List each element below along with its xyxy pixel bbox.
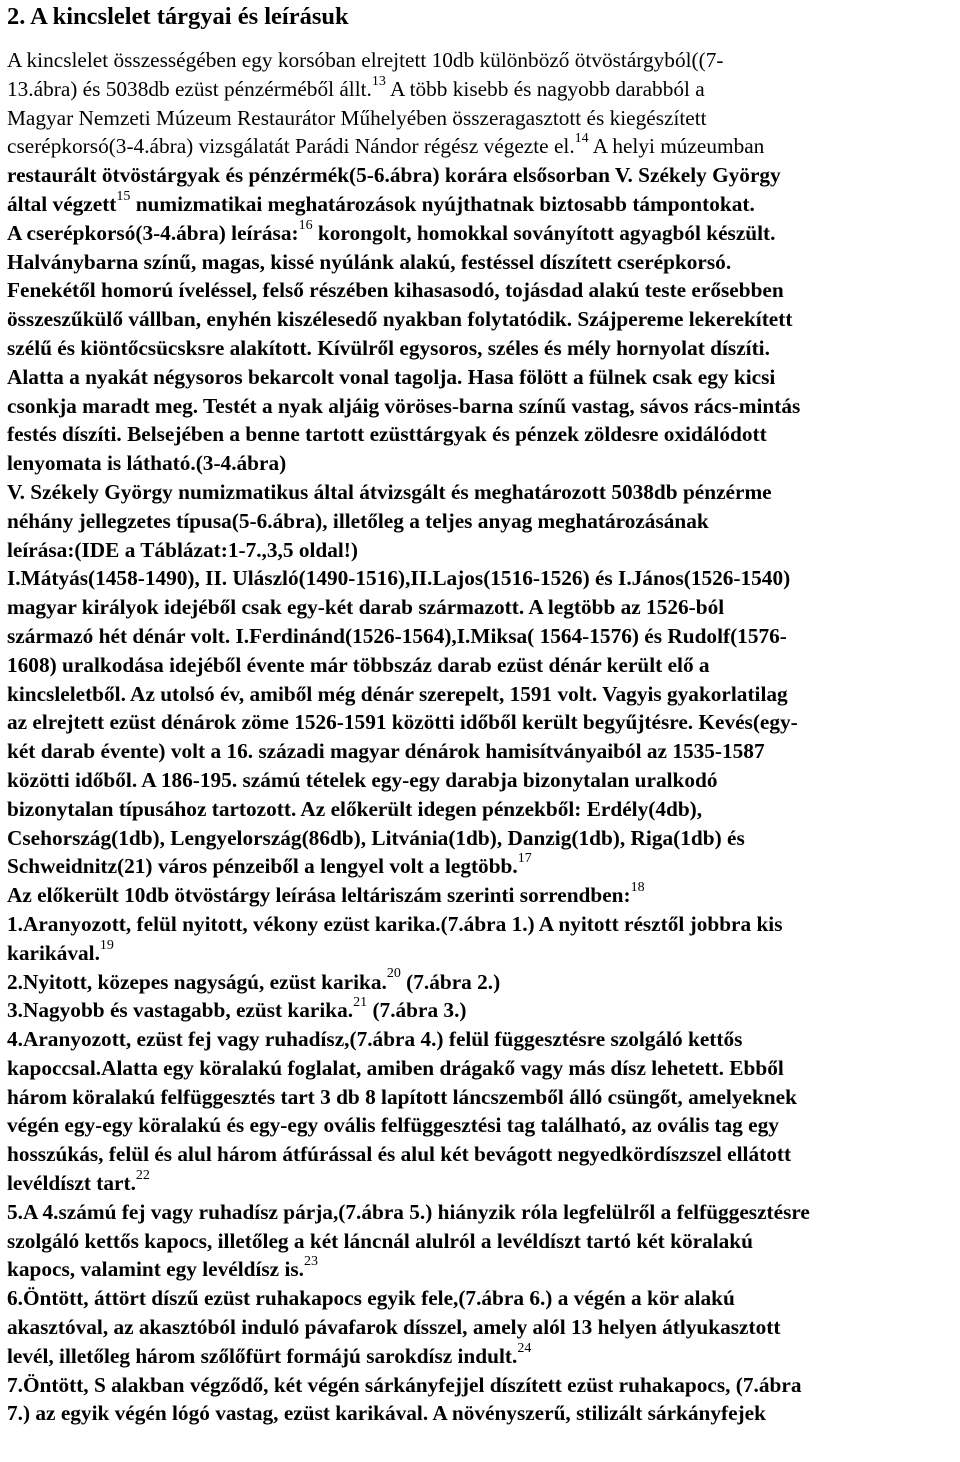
text-line: [7, 881, 957, 910]
footnote-ref: 24: [517, 1340, 532, 1356]
text-line: [7, 680, 957, 709]
text-line: [7, 507, 957, 536]
footnote-ref: 16: [298, 217, 313, 233]
text-line: [7, 622, 957, 651]
text-line: [7, 132, 957, 161]
text-segment: 3.Nagyobb és vastagabb, ezüst karika.: [7, 998, 354, 1023]
footnote-ref: 13: [371, 73, 386, 89]
footnote-ref: 14: [574, 131, 589, 147]
text-line: [7, 1083, 957, 1112]
text-segment: Halványbarna színű, magas, kissé nyúlánk alakú, festéssel díszített cserépkorsó.: [7, 249, 732, 274]
text-line: [7, 939, 957, 968]
text-segment: cserépkorsó(3-4.ábra) vizsgálatát Parádi Nándor régész végezte el.: [7, 134, 575, 159]
text-line: [7, 593, 957, 622]
text-segment: kapoccsal.Alatta egy köralakú foglalat, amiben drágakő vagy más dísz lehetett. Ebből: [7, 1055, 784, 1080]
text-segment: 2.Nyitott, közepes nagyságú, ezüst karika.: [7, 969, 387, 994]
text-segment: bizonytalan típusához tartozott. Az előkerült idegen pénzekből: Erdély(4db),: [7, 796, 703, 821]
text-line: [7, 1169, 957, 1198]
text-segment: lenyomata is látható.(3-4.ábra): [7, 451, 287, 476]
text-segment: magyar királyok idejéből csak egy-két darab származott. A legtöbb az 1526-ból: [7, 595, 725, 620]
text-segment: Schweidnitz(21) város pénzeiből a lengyel volt a legtöbb.: [7, 854, 518, 879]
text-segment: végén egy-egy köralakú és egy-egy ovális felfüggesztési tag található, az ovális tag egy: [7, 1113, 779, 1138]
text-segment: kincsleletből. Az utolsó év, amiből még dénár szerepelt, 1591 volt. Vagyis gyakorlatilag: [7, 681, 788, 706]
text-segment: I.Mátyás(1458-1490), II. Ulászló(1490-1516),II.Lajos(1516-1526) és I.János(1526-1540): [7, 566, 791, 591]
text-line: [7, 1371, 957, 1400]
text-segment: Fenekétől homorú íveléssel, felső részében kihasasodó, tojásdad alakú teste erősebben: [7, 278, 784, 303]
text-segment: (7.ábra 3.): [367, 998, 467, 1023]
text-segment: festés díszíti. Belsejében a benne tartott ezüsttárgyak és pénzek zöldesre oxidálódott: [7, 422, 767, 447]
text-line: [7, 795, 957, 824]
text-segment: 4.Aranyozott, ezüst fej vagy ruhadísz,(7.ábra 4.) felül függesztésre szolgáló kettős: [7, 1027, 743, 1052]
text-segment: 1608) uralkodása idejéből évente már többszáz darab ezüst dénár került elő a: [7, 652, 710, 677]
text-segment: szolgáló kettős kapocs, illetőleg a két láncnál alulról a levéldíszt tartó két köralakú: [7, 1228, 753, 1253]
text-line: [7, 219, 957, 248]
text-line: [7, 968, 957, 997]
text-line: [7, 363, 957, 392]
text-segment: Magyar Nemzeti Múzeum Restaurátor Műhelyében összeragasztott és kiegészített: [7, 105, 707, 130]
footnote-ref: 21: [353, 995, 368, 1011]
text-segment: két darab évente) volt a 16. századi magyar dénárok hamisítványaiból az 1535-1587: [7, 739, 765, 764]
text-line: [7, 910, 957, 939]
text-line: [7, 1399, 957, 1428]
footnote-ref: 19: [99, 937, 114, 953]
text-line: [7, 852, 957, 881]
footnote-ref: 23: [303, 1254, 318, 1270]
text-line: [7, 478, 957, 507]
text-segment: levéldíszt tart.: [7, 1171, 136, 1196]
text-segment: restaurált ötvöstárgyak és pénzérmék(5-6.ábra) korára elsősorban V. Székely György: [7, 163, 781, 188]
text-line: [7, 46, 957, 75]
text-line: [7, 996, 957, 1025]
text-line: [7, 1198, 957, 1227]
text-segment: 1.Aranyozott, felül nyitott, vékony ezüst karika.(7.ábra 1.) A nyitott résztől jobbra kis: [7, 911, 783, 936]
text-segment: Alatta a nyakát négysoros bekarcolt vonal tagolja. Hasa fölött a fülnek csak egy kicsi: [7, 364, 776, 389]
text-segment: V. Székely György numizmatikus által átvizsgált és meghatározott 5038db pénzérme: [7, 479, 772, 504]
text-line: [7, 766, 957, 795]
text-segment: származó hét dénár volt. I.Ferdinánd(1526-1564),I.Miksa( 1564-1576) és Rudolf(1576-: [7, 623, 787, 648]
text-line: [7, 1025, 957, 1054]
text-segment: az elrejtett ezüst dénárok zöme 1526-1591 közötti időből került begyűjtésre. Kevés(egy-: [7, 710, 798, 735]
text-segment: szélű és kiöntőcsücsksre alakított. Kívülről egysoros, széles és mély hornyolat díszíti.: [7, 335, 770, 360]
text-line: [7, 1111, 957, 1140]
text-line: [7, 392, 957, 421]
text-line: [7, 1227, 957, 1256]
text-line: [7, 737, 957, 766]
text-segment: karikával.: [7, 940, 100, 965]
text-segment: korongolt, homokkal soványított agyagból készült.: [312, 220, 776, 245]
text-segment: A kincslelet összességében egy korsóban elrejtett 10db különböző ötvöstárgyból((7-: [7, 48, 724, 72]
text-segment: 5.A 4.számú fej vagy ruhadísz párja,(7.ábra 5.) hiányzik róla legfelülről a felfüggesztésre: [7, 1199, 810, 1224]
text-segment: 7.) az egyik végén lógó vastag, ezüst karikával. A növényszerű, stilizált sárkányfejek: [7, 1401, 766, 1426]
text-line: [7, 1342, 957, 1371]
text-line: [7, 334, 957, 363]
text-segment: által végzett: [7, 191, 117, 216]
section-heading: 2. A kincslelet tárgyai és leírásuk: [7, 3, 349, 30]
text-line: [7, 276, 957, 305]
text-line: [7, 1054, 957, 1083]
text-line: [7, 305, 957, 334]
text-segment: csonkja maradt meg. Testét a nyak aljáig vöröses-barna színű vastag, sávos rács-mintás: [7, 393, 801, 418]
text-line: [7, 1284, 957, 1313]
text-segment: három köralakú felfüggesztés tart 3 db 8 lapított láncszemből álló csüngőt, amelyeknek: [7, 1084, 797, 1109]
text-segment: akasztóval, az akasztóból induló pávafarok dísszel, amely alól 13 helyen átlyukasztott: [7, 1315, 781, 1340]
text-line: [7, 564, 957, 593]
text-segment: 7.Öntött, S alakban végződő, két végén sárkányfejjel díszített ezüst ruhakapocs, (7.ábra: [7, 1372, 802, 1397]
text-line: [7, 161, 957, 190]
footnote-ref: 18: [630, 880, 645, 896]
text-segment: kapocs, valamint egy levéldísz is.: [7, 1257, 304, 1282]
footnote-ref: 17: [517, 851, 532, 867]
text-segment: A több kisebb és nagyobb darabból a: [385, 76, 705, 101]
text-segment: 6.Öntött, áttört díszű ezüst ruhakapocs egyik fele,(7.ábra 6.) a végén a kör alakú: [7, 1286, 735, 1311]
text-segment: Az előkerült 10db ötvöstárgy leírása leltáriszám szerinti sorrendben:: [7, 883, 631, 908]
text-line: [7, 75, 957, 104]
body-text: [7, 46, 957, 1428]
text-line: [7, 1255, 957, 1284]
text-line: [7, 190, 957, 219]
text-segment: levél, illetőleg három szőlőfürt formájú sarokdísz indult.: [7, 1343, 518, 1368]
text-segment: leírása:(IDE a Táblázat:1-7.,3,5 oldal!): [7, 537, 358, 562]
text-segment: (7.ábra 2.): [400, 969, 501, 994]
footnote-ref: 20: [386, 966, 401, 982]
text-segment: közötti időből. A 186-195. számú tételek egy-egy darabja bizonytalan uralkodó: [7, 767, 718, 792]
text-segment: Csehország(1db), Lengyelország(86db), Litvánia(1db), Danzig(1db), Riga(1db) és: [7, 825, 745, 850]
text-line: [7, 536, 957, 565]
text-line: [7, 824, 957, 853]
footnote-ref: 15: [116, 188, 131, 204]
text-segment: A cserépkorsó(3-4.ábra) leírása:: [7, 220, 299, 245]
text-line: [7, 449, 957, 478]
text-segment: A helyi múzeumban: [588, 134, 765, 159]
text-line: [7, 248, 957, 277]
text-line: [7, 708, 957, 737]
text-segment: összeszűkülő vállban, enyhén kiszélesedő nyakban folytatódik. Szájpereme lekerekített: [7, 307, 793, 332]
text-line: [7, 1140, 957, 1169]
text-segment: numizmatikai meghatározások nyújthatnak biztosabb támpontokat.: [130, 191, 755, 216]
text-segment: hosszúkás, felül és alul három átfúrással és alul két bevágott negyedkördíszszel ellátott: [7, 1142, 792, 1167]
text-line: [7, 420, 957, 449]
text-line: [7, 651, 957, 680]
text-line: [7, 104, 957, 133]
document-page: [7, 2, 957, 1428]
text-segment: néhány jellegzetes típusa(5-6.ábra), illetőleg a teljes anyag meghatározásának: [7, 508, 709, 533]
footnote-ref: 22: [135, 1167, 150, 1183]
text-line: [7, 1313, 957, 1342]
text-segment: 13.ábra) és 5038db ezüst pénzérméből állt.: [7, 76, 372, 101]
